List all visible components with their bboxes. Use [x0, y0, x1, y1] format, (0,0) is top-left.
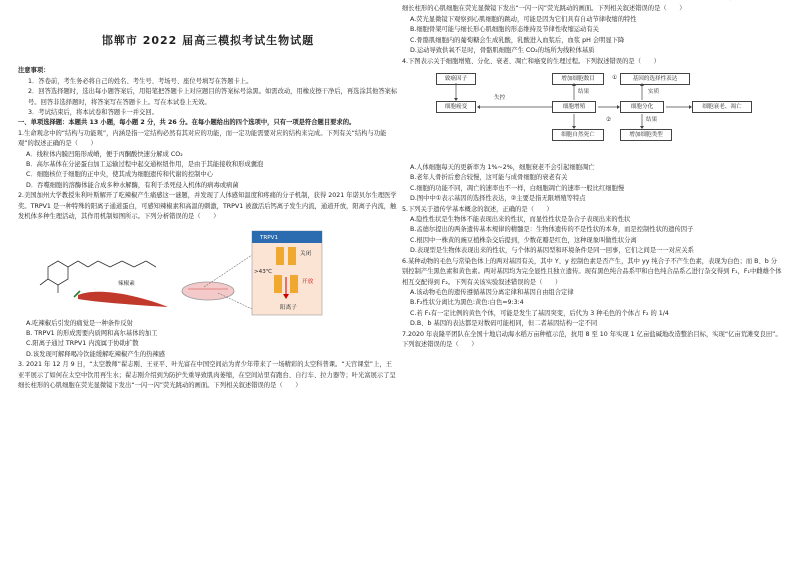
note-item: 1．答卷前，考生务必将自己的姓名、考生号、考场号、座位号填写在答题卡上。 [28, 77, 253, 85]
question-6-option-b: B.F₂性状分离比为黑色:黄色:白色=9:3:4 [410, 299, 524, 307]
question-7-stem: 7.2020 年袁隆平团队在全国十地启动海水稻万亩种植示范，抗用 8 至 10 年实现 1 亿亩盐碱地改造整治目标，实现“亿亩荒滩变良田”。下列叙述错误的是（ ） [402, 330, 782, 348]
note-item: 2．回答选择题时，选出每小题答案后，用铅笔把答题卡上对应题目的答案标号涂黑。如需改动，用橡皮擦干净后，再选涂其他答案标号。回答非选择题时，将答案写在答题卡上。写在本试卷上无效。 [28, 88, 398, 106]
open-label: 开放 [302, 278, 314, 285]
box-cell-cancer: 细胞癌变 [436, 101, 476, 113]
closed-label: 关闭 [300, 250, 312, 257]
left-column [18, 0, 398, 558]
question-6-option-d: D.B、b 基因的表达都是对数码可能相同，但二者基因结构一定不同 [410, 320, 598, 328]
label-circle-1: ① [612, 75, 618, 82]
page-title: 邯郸市 2022 届高三模拟考试生物试题 [101, 34, 315, 47]
question-1-option-d: D．吞噬细胞的溶酶体能合成多种水解酶，有利于杀死侵入机体的病毒或病菌 [26, 181, 239, 189]
cell-process-figure [402, 69, 782, 161]
channel-open-left [274, 275, 282, 293]
notes-heading: 注意事项： [18, 67, 50, 75]
trpv1-figure [18, 225, 398, 317]
question-4-option-a: A.人体细胞每天的更新率为 1%~2%，细胞衰老不会引起细胞凋亡 [410, 164, 595, 172]
trpv1-diagram [18, 225, 398, 317]
question-4-stem: 4.下图表示关于细胞增殖、分化、衰老、凋亡和癌变的生理过程。下列叙述错误的是（ ） [402, 57, 660, 65]
question-3-stem: 3. 2021 年 12 月 9 日，“太空教师”翟志刚、王亚平、叶光富在中国空间站为青少年带来了一场精彩的太空科普课。“天宫课堂”上，王亚平展示了如何在太空中饮用再生水；翟志刚介绍到为防护失重导致肌肉萎缩，在空间站里有跑台、自行车、拉力器等；叶光富展示了呈细长柱形的心肌细胞在荧光显微镜下发出“一闪一闪”荧光跳动的画面。下列相关叙述错误的是（ ） [18, 361, 396, 389]
cation-label: 阳离子 [280, 304, 297, 311]
question-3-stem-text: 细长柱形的心肌细胞在荧光显微镜下发出“一闪一闪”荧光跳动的画面。下列相关叙述错误的是（ ） [402, 4, 686, 12]
question-3-stem-continued [402, 0, 782, 15]
question-6-stem: 6.某种动物的毛色与常染色体上的两对基因有关，其中 Y、y 控制色素是否产生，其中 yy 纯合子不产生色素，表现为白色；而 B、b 分别控制产生黑色素和黄色素。两对基因均为完全显性且独立遗传。现有黑色纯合品系甲和白色纯合品系乙进行杂交得到 F₁，F₁中雌雄个体相互交配得到 F₂。下列有关该实验叙述错误的是（ ） [402, 257, 782, 286]
box-increase-cell-number: 增加细胞数目 [552, 73, 604, 85]
question-2-option-b: B. TRPV1 的形成需要内质网和高尔基体的加工 [26, 329, 158, 337]
box-senescence-apoptosis: 细胞衰老、凋亡 [692, 101, 752, 113]
question-1-option-b: B．高尔基体在分泌蛋白加工运输过程中起交通枢纽作用，是由于其能接收和形成囊泡 [26, 161, 264, 169]
box-gene-expression: 基因的选择性表达 [620, 73, 690, 85]
question-5-option-a: A.隐性性状是生物体不能表现出来的性状，而显性性状是杂合子表现出来的性状 [410, 216, 631, 224]
box-carcinogen: 致癌因子 [436, 73, 476, 85]
capsaicin-molecule-icon [40, 261, 156, 293]
question-6-option-c: C.若 F₁有一定比例的黄色个体，可能是发生了基因突变，后代为 3 种毛色的个体占 F₂ 的 1/4 [410, 309, 669, 317]
question-4-option-c: C.细胞的功能不同，凋亡的速率也不一样，白细胞凋亡的速率一般比红细胞慢 [410, 184, 625, 192]
question-2-option-a: A.吃辣椒后引发的痛觉是一种条件反射 [26, 319, 133, 327]
question-5-option-b: B.孟德尔提出的两条遗传基本规律的精髓是：生物体遗传的不是性状的本身，而是控制性状的遗传因子 [410, 226, 694, 234]
trpv1-label: TRPV1 [260, 234, 279, 241]
label-essence: 实质 [648, 89, 660, 96]
temperature-label: >43℃ [254, 268, 273, 275]
section-heading: 一、单项选择题：本题共 13 小题，每小题 2 分，共 26 分。在每小题给出的四个选项中，只有一项是符合题目要求的。 [18, 119, 356, 127]
label-result-2: 结果 [646, 117, 658, 124]
question-3-option-b: B.细胞骨架可能与细长形心肌细胞的形态维持及节律性收缩运动有关 [410, 26, 599, 34]
channel-closed-left [276, 247, 284, 265]
question-6-option-a: A.该动物毛色的遗传遵循基因分离定律和基因自由组合定律 [410, 288, 574, 296]
channel-open-right [290, 275, 298, 293]
question-1-option-c: C．细胞核位于细胞的正中央，使其成为细胞遗传和代谢的控制中心 [26, 171, 214, 179]
question-1-stem: 1.生命观念中的“结构与功能观”，内涵是指一定结构必然有其对应的功能，而一定功能需要对应的结构来完成。下列有关“结构与功能观”的叙述正确的是（ ） [18, 129, 387, 148]
label-circle-2: ② [606, 117, 612, 124]
box-increase-cell-types: 增加细胞类型 [620, 129, 672, 141]
question-4-option-d: D.图中中①表示基因的选择性表达，②主要是指无限增殖等特点 [410, 195, 586, 203]
channel-closed-right [288, 247, 296, 265]
question-4-option-b: B.老年人骨折后愈合较慢，这可能与成骨细胞的衰老有关 [410, 174, 568, 182]
question-2-option-d: D.该发现可解释喝冷饮能缓解吃辣椒产生的热辣感 [26, 350, 166, 358]
question-3-option-c: C.骨骼肌细胞内的葡萄糖会生成乳酸，乳酸进入血浆后，血浆 pH 会明显下降 [410, 36, 625, 44]
question-5-stem: 5.下列关于遗传学基本概念的叙述，正确的是（ ） [402, 205, 553, 213]
capsaicin-label: 辣椒素 [118, 280, 135, 287]
question-1-option-a: A．线粒体内膜凹陷形成嵴，便于丙酮酸快速分解成 CO₂ [26, 150, 183, 158]
box-cell-differentiation: 细胞分化 [620, 101, 664, 113]
question-2-option-c: C.阳离子通过 TRPV1 内流属于协助扩散 [26, 340, 139, 348]
label-result-1: 结果 [578, 89, 590, 96]
petri-dish-icon [182, 282, 234, 300]
question-5-option-c: C.根因中一株黄的豌豆植株杂交后提到，少数花瓣是红色，这种现象叫做性状分离 [410, 236, 637, 244]
label-loss-of-control: 失控 [494, 95, 506, 102]
question-5-option-d: D.表现型是生物体表现出来的性状，与个体的基因型和环境条件是同一回事，它们之间是一一对应关系 [410, 247, 694, 255]
note-item: 3．考试结束后，将本试卷和答题卡一并交回。 [28, 109, 158, 117]
question-3-option-a: A.荧光显微镜下观察到心肌细胞的跳动，可能是因为它们具有自动节律收缩的特性 [410, 16, 637, 23]
chili-pepper-icon [78, 291, 168, 306]
question-2-stem: 2.美国加州大学教授朱利叶斯解开了吃辣椒产生痛感这一谜题，并发现了人体感知温度和疼痛的分子机制，获得 2021 年诺贝尔生理医学奖。TRPV1 是一种特殊的阳离子通道蛋白，可感知辣椒素和高温的刺激，TRPV1 被激活后钙离子发生内流，通道开放，阳离子内流，触发机体多种生理活动，其作用机制如图所示。下列分析错误的是（ ） [18, 192, 397, 221]
box-natural-death: 细胞自然死亡 [552, 129, 604, 141]
right-column [402, 4, 782, 562]
question-3-option-d: D.运动导致供氧不足时，骨骼肌细胞产生 CO₂的场所为线粒体基质 [410, 47, 595, 55]
box-cell-proliferation: 细胞增殖 [552, 101, 596, 113]
